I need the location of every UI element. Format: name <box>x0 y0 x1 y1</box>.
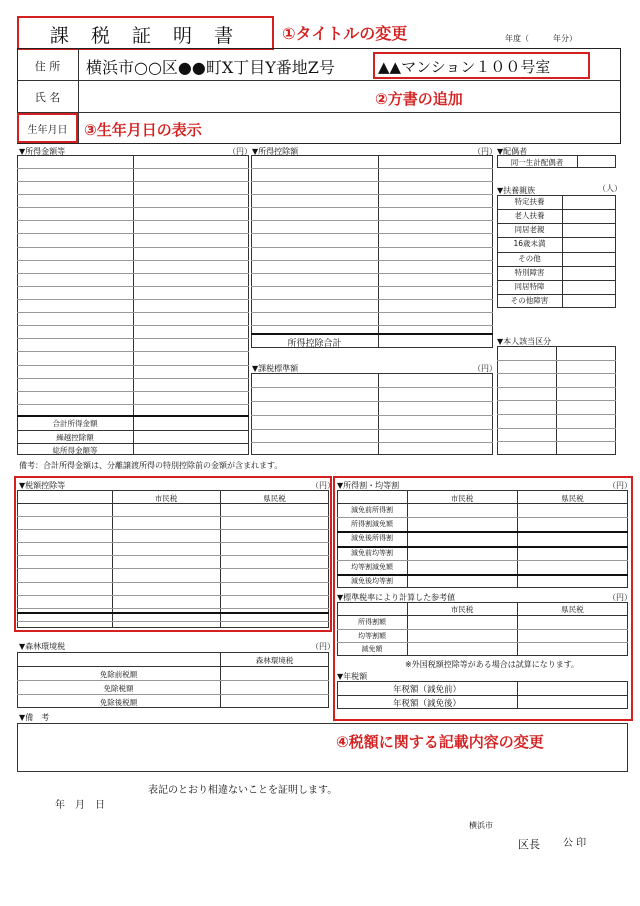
forest-tax-header: ▼森林環境税 <box>19 642 66 651</box>
address-label: 住 所 <box>34 60 61 73</box>
self-status-row-line <box>497 360 616 361</box>
income-row-line <box>17 207 249 208</box>
carryover-label: 繰越控除額 <box>56 433 94 442</box>
tax-deduction-header-line <box>17 503 329 504</box>
levy-row-label: 減免前均等割 <box>351 549 393 557</box>
annotation-tax-content-change: ④税額に関する記載内容の変更 <box>336 733 544 751</box>
reference-row-label: 均等割額 <box>358 632 386 640</box>
annotation-address-add: ②方書の追加 <box>375 90 463 108</box>
tax-deduction-unit: （円） <box>311 481 335 490</box>
tax-deduction-row-line <box>17 621 329 622</box>
tax-deduction-row-line <box>17 568 329 569</box>
tax-deduction-row-line <box>17 529 329 530</box>
ward-mayor: 区長 <box>518 838 540 851</box>
forest-pre-exempt: 免除前税額 <box>99 670 138 679</box>
reference-row-label: 所得割額 <box>358 618 386 626</box>
deduction-total-label: 所得控除合計 <box>287 339 342 349</box>
forest-post-exempt: 免除後税額 <box>99 698 138 707</box>
deduction-row-line <box>251 312 493 313</box>
annotation-birth-date: ③生年月日の表示 <box>84 121 202 139</box>
deduction-row-line <box>251 233 493 234</box>
spouse-item-label: 同一生計配偶者 <box>510 158 564 167</box>
annual-tax-before: 年税額（減免前） <box>392 685 461 695</box>
deduction-table <box>251 155 493 348</box>
reference-note: ※外国税額控除等がある場合は試算になります。 <box>405 660 580 669</box>
income-header: ▼所得金額等 <box>19 147 66 156</box>
name-label: 氏 名 <box>34 91 61 104</box>
levy-row-label: 所得割減免額 <box>351 520 393 528</box>
reference-row-line <box>337 642 628 643</box>
dependent-label: 老人扶養 <box>514 211 545 220</box>
tax-deduction-col-city: 市民税 <box>154 494 178 503</box>
deduction-row-line <box>251 181 493 182</box>
reference-row-label: 減免額 <box>361 645 383 653</box>
income-row-line <box>17 247 249 248</box>
deduction-row-line <box>251 299 493 300</box>
income-note: 備考：合計所得金額は、分離譲渡所得の特別控除前の金額が含まれます。 <box>19 461 283 470</box>
dependent-label: 特別障害 <box>514 268 545 277</box>
income-row-line <box>17 312 249 313</box>
tax-deduction-row-line <box>17 582 329 583</box>
deduction-header: ▼所得控除額 <box>252 147 299 156</box>
document-title: 課 税 証 明 書 <box>49 25 242 47</box>
income-levy-col-city: 市民税 <box>450 494 474 503</box>
total-income-label: 合計所得金額 <box>52 419 98 428</box>
annual-tax-header: ▼年税額 <box>337 672 368 681</box>
deduction-row-line <box>251 168 493 169</box>
income-levy-header: ▼所得割・均等割 <box>337 481 400 490</box>
income-row-line <box>17 391 249 392</box>
self-status-row-line <box>497 414 616 415</box>
deduction-row-line <box>251 273 493 274</box>
tax-deduction-header: ▼税額控除等 <box>19 481 66 490</box>
income-row-line <box>17 168 249 169</box>
income-row-line <box>17 325 249 326</box>
income-row-line <box>17 351 249 352</box>
income-row-line <box>17 404 249 405</box>
birth-date-label: 生年月日 <box>27 125 68 136</box>
deduction-row-line <box>251 220 493 221</box>
dependent-label: その他 <box>518 254 541 263</box>
spouse-header: ▼配偶者 <box>497 147 528 156</box>
income-row-line <box>17 233 249 234</box>
income-row-line <box>17 286 249 287</box>
income-unit: （円） <box>228 147 252 156</box>
reference-col-pref: 県民税 <box>561 605 584 614</box>
income-levy-col-pref: 県民税 <box>561 494 584 503</box>
self-status-row-line <box>497 441 616 442</box>
tax-deduction-row-line <box>17 542 329 543</box>
income-row-line <box>17 299 249 300</box>
issue-date: 年 月 日 <box>55 800 105 811</box>
annual-tax-after: 年税額（減免後） <box>392 699 461 709</box>
dependent-label: その他障害 <box>510 296 549 305</box>
official-seal: 公 印 <box>563 838 587 849</box>
taxable-header: ▼課税標準額 <box>252 364 299 373</box>
reference-unit: （円） <box>608 593 632 602</box>
self-status-row-line <box>497 400 616 401</box>
forest-tax-col: 森林環境税 <box>255 656 294 665</box>
levy-row-line <box>337 560 628 561</box>
income-row-line <box>17 273 249 274</box>
tax-deduction-row-line <box>17 516 329 517</box>
levy-row-line <box>337 517 628 518</box>
dependent-label: 同居老親 <box>514 225 545 234</box>
income-row-line <box>17 338 249 339</box>
income-row-line <box>17 260 249 261</box>
address-extra-value: ▲▲マンション１００号室 <box>378 58 551 76</box>
dependents-header: ▼扶養親族 <box>497 186 536 195</box>
deduction-row-line <box>251 207 493 208</box>
dependent-label: 16歳未満 <box>513 239 546 248</box>
income-row-line <box>17 181 249 182</box>
annotation-title-change: ①タイトルの変更 <box>282 24 408 43</box>
levy-row-label: 減免後均等割 <box>351 577 393 585</box>
address-value: 横浜市○○区●●町X丁目Y番地Z号 <box>86 58 335 77</box>
deduction-unit: （円） <box>473 147 497 156</box>
deduction-row-line <box>251 260 493 261</box>
dependent-label: 特定扶養 <box>514 197 545 206</box>
levy-row-label: 均等割減免額 <box>351 563 393 571</box>
taxable-unit: （円） <box>473 364 497 373</box>
self-status-row-line <box>497 387 616 388</box>
income-levy-unit: （円） <box>608 481 632 490</box>
tax-deduction-row-line <box>17 595 329 596</box>
dependents-unit: （人） <box>598 184 622 193</box>
certify-text: 表記のとおり相違ないことを証明します。 <box>148 785 338 796</box>
city-name: 横浜市 <box>469 821 493 830</box>
remarks-header: ▼備 考 <box>19 713 50 722</box>
levy-row-label: 減免前所得割 <box>351 506 393 514</box>
tax-deduction-col-pref: 県民税 <box>263 494 286 503</box>
income-row-line <box>17 378 249 379</box>
deduction-row-line <box>251 286 493 287</box>
reference-row-line <box>337 629 628 630</box>
deduction-row-line <box>251 247 493 248</box>
tax-deduction-row-line <box>17 608 329 609</box>
forest-exempt: 免除税額 <box>103 684 134 693</box>
tax-deduction-row-line <box>17 555 329 556</box>
fiscal-year-label: 年度（ 年分） <box>505 34 577 43</box>
levy-row-label: 減免後所得割 <box>351 534 393 542</box>
reference-col-city: 市民税 <box>450 605 474 614</box>
deduction-row-line <box>251 325 493 326</box>
income-row-line <box>17 220 249 221</box>
self-status-header: ▼本人該当区分 <box>497 337 552 346</box>
dependent-label: 同居特障 <box>514 282 545 291</box>
self-status-row-line <box>497 428 616 429</box>
income-row-line <box>17 194 249 195</box>
reference-header: ▼標準税率により計算した参考値 <box>337 593 456 602</box>
deduction-row-line <box>251 194 493 195</box>
self-status-row-line <box>497 373 616 374</box>
levy-header-line <box>337 503 628 504</box>
reference-header-line <box>337 615 628 616</box>
total-income-etc-label: 総所得金額等 <box>52 446 98 455</box>
tax-deduction-total-line <box>17 612 329 614</box>
income-row-line <box>17 365 249 366</box>
forest-tax-unit: （円） <box>311 642 335 651</box>
